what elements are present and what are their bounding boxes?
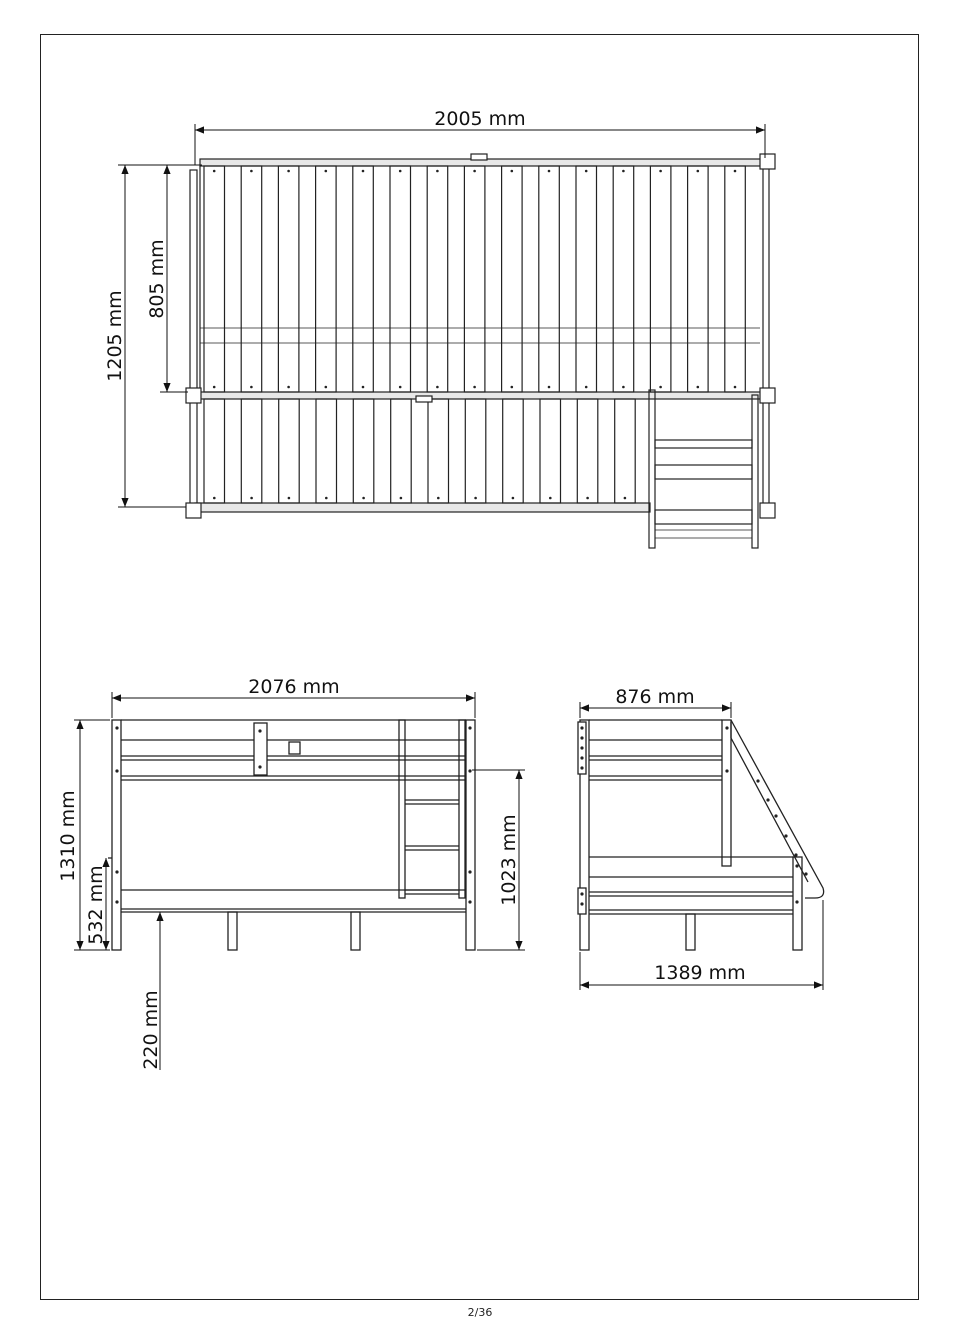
slat-screw (399, 170, 402, 173)
slat-screw (288, 497, 291, 500)
slat-screw (586, 497, 589, 500)
slat (613, 166, 634, 392)
slat (464, 166, 485, 392)
slat-screw (250, 386, 253, 389)
slat-screw (287, 386, 290, 389)
slat-screw (622, 170, 625, 173)
slat (316, 399, 337, 503)
slat-screw (287, 170, 290, 173)
dim-top-depth-inner: 805 mm (146, 239, 168, 319)
slat (503, 399, 524, 503)
dim-side-upper-width: 876 mm (615, 686, 695, 708)
slat-screw (511, 386, 514, 389)
slat-screw (400, 497, 403, 500)
slat-screw (512, 497, 515, 500)
slat-screw (362, 386, 365, 389)
side-view (578, 720, 824, 950)
slat (539, 166, 560, 392)
dim-front-ladder-height: 1023 mm (498, 814, 520, 906)
slat-screw (585, 386, 588, 389)
dim-side-total-width: 1389 mm (654, 962, 746, 984)
dim-front-clearance: 220 mm (140, 990, 162, 1070)
slat-screw (624, 497, 627, 500)
slat-screw (325, 170, 328, 173)
slat (502, 166, 522, 392)
slat-screw (213, 497, 216, 500)
slat-screw (473, 386, 476, 389)
slat (427, 166, 448, 392)
slat-screw (548, 170, 551, 173)
slat-screw (659, 170, 662, 173)
slat (241, 166, 262, 392)
slat-screw (622, 386, 625, 389)
slat-screw (436, 386, 439, 389)
slat (353, 166, 374, 392)
page-number: 2/36 (467, 1306, 493, 1319)
slat (688, 166, 709, 392)
slat-screw (213, 386, 216, 389)
slat-screw (325, 386, 328, 389)
top-view-dimensions (118, 124, 765, 507)
slat-screw (325, 497, 328, 500)
slat (279, 399, 300, 503)
slat (577, 399, 598, 503)
slat-screw (362, 497, 365, 500)
slat-screw (250, 170, 253, 173)
slat-screw (213, 170, 216, 173)
slat-screw (474, 497, 477, 500)
front-view (108, 720, 475, 950)
slat-screw (697, 386, 700, 389)
slat (204, 399, 225, 503)
slat-screw (734, 386, 737, 389)
slat-screw (548, 386, 551, 389)
slat-screw (250, 497, 253, 500)
slat (390, 166, 411, 392)
slat-screw (436, 170, 439, 173)
slat (650, 166, 671, 392)
slat-screw (362, 170, 365, 173)
top-view (186, 154, 775, 548)
slat-screw (399, 386, 402, 389)
slat (615, 399, 636, 503)
slat (391, 399, 412, 503)
dim-front-height: 1310 mm (57, 790, 79, 882)
dim-top-depth-outer: 1205 mm (104, 290, 126, 382)
slat-screw (585, 170, 588, 173)
slat (316, 166, 337, 392)
slat-screw (511, 170, 514, 173)
dim-front-lower-height: 532 mm (85, 865, 107, 945)
slat (204, 166, 225, 392)
slat-screw (659, 386, 662, 389)
slat (540, 399, 561, 503)
slat (465, 399, 486, 503)
side-view-dimensions (580, 702, 823, 990)
slat-screw (549, 497, 552, 500)
slat (353, 399, 374, 503)
slat (576, 166, 597, 392)
slat-screw (437, 497, 440, 500)
slat (725, 166, 746, 392)
slat-screw (473, 170, 476, 173)
slat-screw (734, 170, 737, 173)
slat (241, 399, 261, 503)
slat (428, 399, 449, 503)
slat-screw (697, 170, 700, 173)
slat (278, 166, 299, 392)
dim-top-length: 2005 mm (434, 108, 526, 130)
dim-front-length: 2076 mm (248, 676, 340, 698)
